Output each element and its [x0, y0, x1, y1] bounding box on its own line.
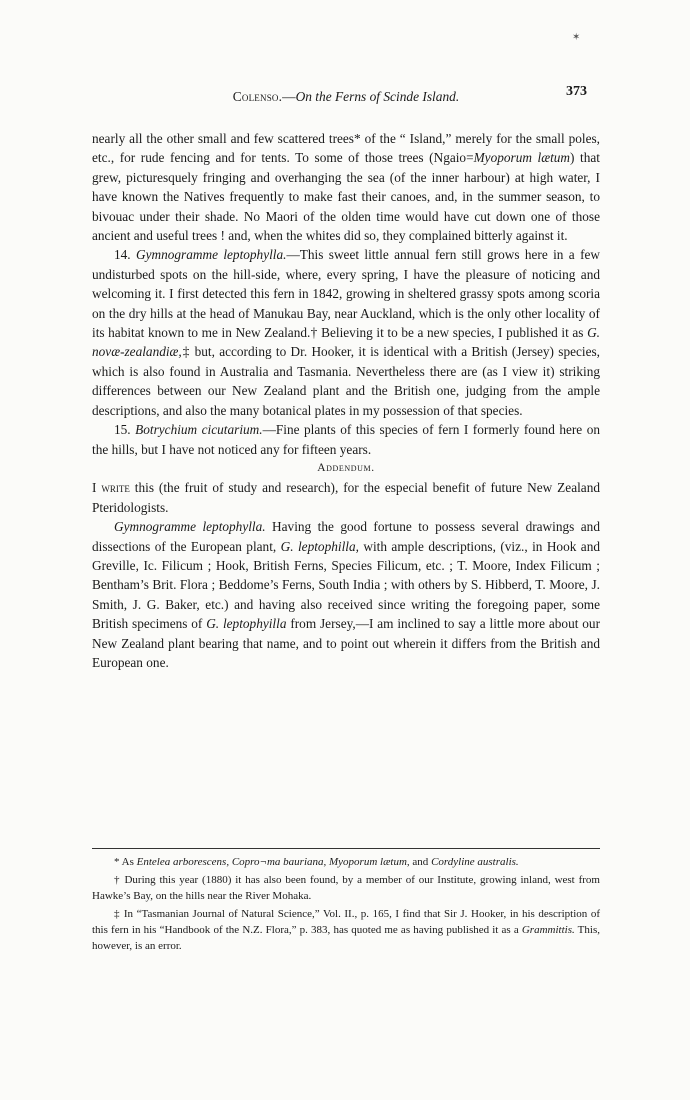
body-text	[92, 129, 600, 672]
addendum-heading: Addendum.	[317, 461, 375, 474]
page-number: 373	[566, 84, 587, 99]
paragraph-botrychium: 15. Botrychium cicutarium.—Fine plants of this species of fern I formerly found here on the hills, but I have not noticed any for fifteen years.	[92, 422, 600, 457]
paragraph-addendum-intro: I write this (the fruit of study and research), for the especial benefit of future New Zealand Pteridologists.	[92, 480, 600, 515]
header-author: Colenso.	[232, 89, 283, 104]
footnote-double-dagger: ‡ In “Tasmanian Journal of Natural Science,” Vol. II., p. 165, I find that Sir J. Hooker, in his description of this fern in his “Handbook of the N.Z. Flora,” p. 383, has quoted me as having published it as a Grammittis. This, however, is an error.	[92, 908, 600, 952]
header-dash: —	[282, 89, 296, 104]
paragraph-addendum-gymnogramme: Gymnogramme leptophylla. Having the good fortune to possess several drawings and dissections of the European plant, G. leptophilla, with ample descriptions, (viz., in Hook and Greville, Ic. Filicum ; Hook, British Ferns, Species Filicum, etc. ; T. Moore, Index Filicum ; Bentham’s Brit. Flora ; Beddome’s Ferns, South India ; with others by S. Hibberd, T. Moore, J. Smith, J. G. Baker, etc.) and having also received since writing the foregoing paper, some British specimens of G. leptophyilla from Jersey,—I am inclined to say a little more about our New Zealand plant bearing that name, and to point out wherein it differs from the British and European one.	[92, 519, 600, 670]
running-header	[92, 88, 600, 106]
footnote-dagger: † During this year (1880) it has also been found, by a member of our Institute, growing inland, west from Hawke’s Bay, on the hills near the River Mohaka.	[92, 874, 600, 902]
footnote-divider	[92, 848, 600, 849]
stray-mark: ✶	[572, 32, 581, 43]
paragraph-trees: nearly all the other small and few scattered trees* of the “ Island,” merely for the small poles, etc., for rude fencing and for tents. To some of those trees (Ngaio=Myoporum lætum) that grew, picturesquely fringing and overhanging the sea (of the inner harbour) at high water, I have known the Natives frequently to make fast their canoes, and, in the summer season, to bivouac under their shade. No Maori of the olden time would have cut down one of those ancient and useful trees ! and, when the whites did so, they complained bitterly against it.	[92, 131, 600, 244]
header-title: On the Ferns of Scinde Island.	[295, 89, 460, 104]
footnotes	[92, 854, 600, 956]
paragraph-gymnogramme: 14. Gymnogramme leptophylla.—This sweet little annual fern still grows here in a few undisturbed spots on the hill-side, where, every spring, I have the pleasure of noticing and welcoming it. I first detected this fern in 1842, growing in sheltered grassy spots among scoria on the dry hills at the head of Manukau Bay, near Auckland, which is the only other locality of its habitat known to me in New Zealand.† Believing it to be a new species, I published it as G. novæ-zealandiæ,‡ but, according to Dr. Hooker, it is identical with a British (Jersey) species, which is also found in Australia and Tasmania. Nevertheless there are (as I view it) striking differences between our New Zealand plant and the British one, judging from the ample descriptions, and also the many botanical plates in my possession of that species.	[92, 247, 600, 418]
footnote-star: * As Entelea arborescens, Copro¬ma bauriana, Myoporum lætum, and Cordyline australis.	[114, 856, 519, 868]
